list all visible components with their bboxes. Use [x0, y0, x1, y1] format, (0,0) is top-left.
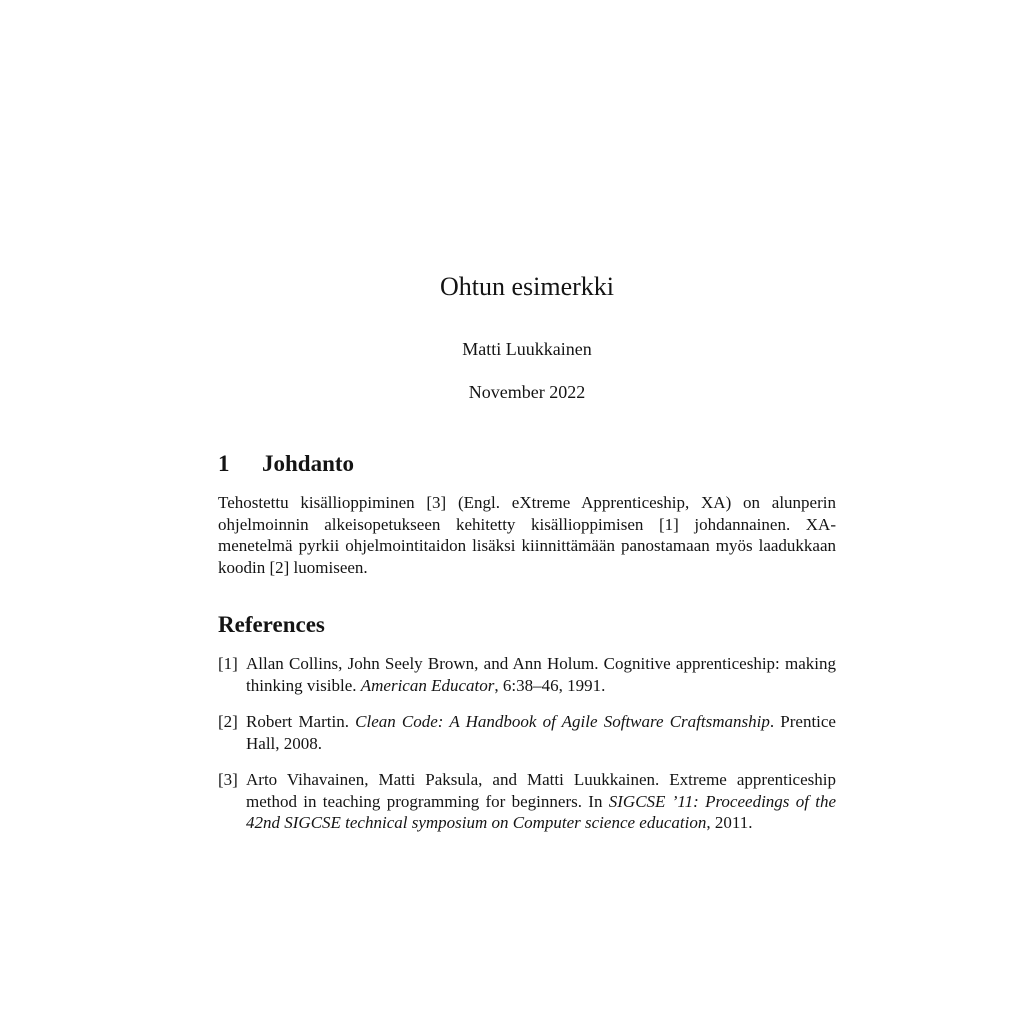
reference-text — [246, 653, 836, 696]
reference-label: [2] — [218, 712, 238, 731]
reference-text-pre: Robert Martin. — [246, 712, 356, 731]
section-paragraph: Tehostettu kisällioppiminen [3] (Engl. eXtreme Apprenticeship, XA) on alunperin ohjelmoinnin alkeisopetukseen kehitetty kisällioppimisen [1] johdannainen. XA-menetelmä pyrkii ohjelmointitaidon lisäksi kiinnittämään panostamaan myös laadukkaan koodin [2] luomiseen. — [218, 493, 836, 577]
section-title: Johdanto — [262, 451, 355, 476]
reference-label: [3] — [218, 770, 238, 789]
reference-text-post: , 6:38–46, 1991. — [494, 675, 606, 695]
reference-text — [246, 711, 836, 754]
reference-item-3 — [218, 769, 836, 834]
reference-text-pre: Allan Collins, John Seely Brown, and Ann Holum. Cognitive apprenticeship: making thinking visible. — [246, 654, 836, 695]
reference-text-italic: American Educator — [360, 675, 495, 695]
reference-label: [1] — [218, 654, 238, 673]
paper-date: November 2022 — [468, 382, 586, 402]
paper-title: Ohtun esimerkki — [439, 272, 615, 301]
paper-author: Matti Luukkainen — [462, 339, 592, 359]
section-heading-johdanto — [218, 450, 836, 477]
references-heading: References — [218, 612, 325, 637]
reference-item-1 — [218, 653, 836, 696]
reference-text-post: . Prentice Hall, 2008. — [246, 712, 836, 753]
reference-text — [246, 769, 836, 834]
reference-text-pre: Arto Vihavainen, Matti Paksula, and Matti Luukkainen. Extreme apprenticeship method in teaching programming for beginners. In — [246, 770, 836, 811]
reference-text-italic: SIGCSE ’11: Proceedings of the 42nd SIGCSE technical symposium on Computer science education — [246, 791, 836, 832]
reference-text-post: , 2011. — [706, 813, 753, 832]
reference-item-2 — [218, 711, 836, 754]
reference-text-italic: Clean Code: A Handbook of Agile Software Craftsmanship — [355, 712, 770, 731]
document-content-column — [218, 0, 836, 834]
section-number: 1 — [218, 451, 230, 476]
